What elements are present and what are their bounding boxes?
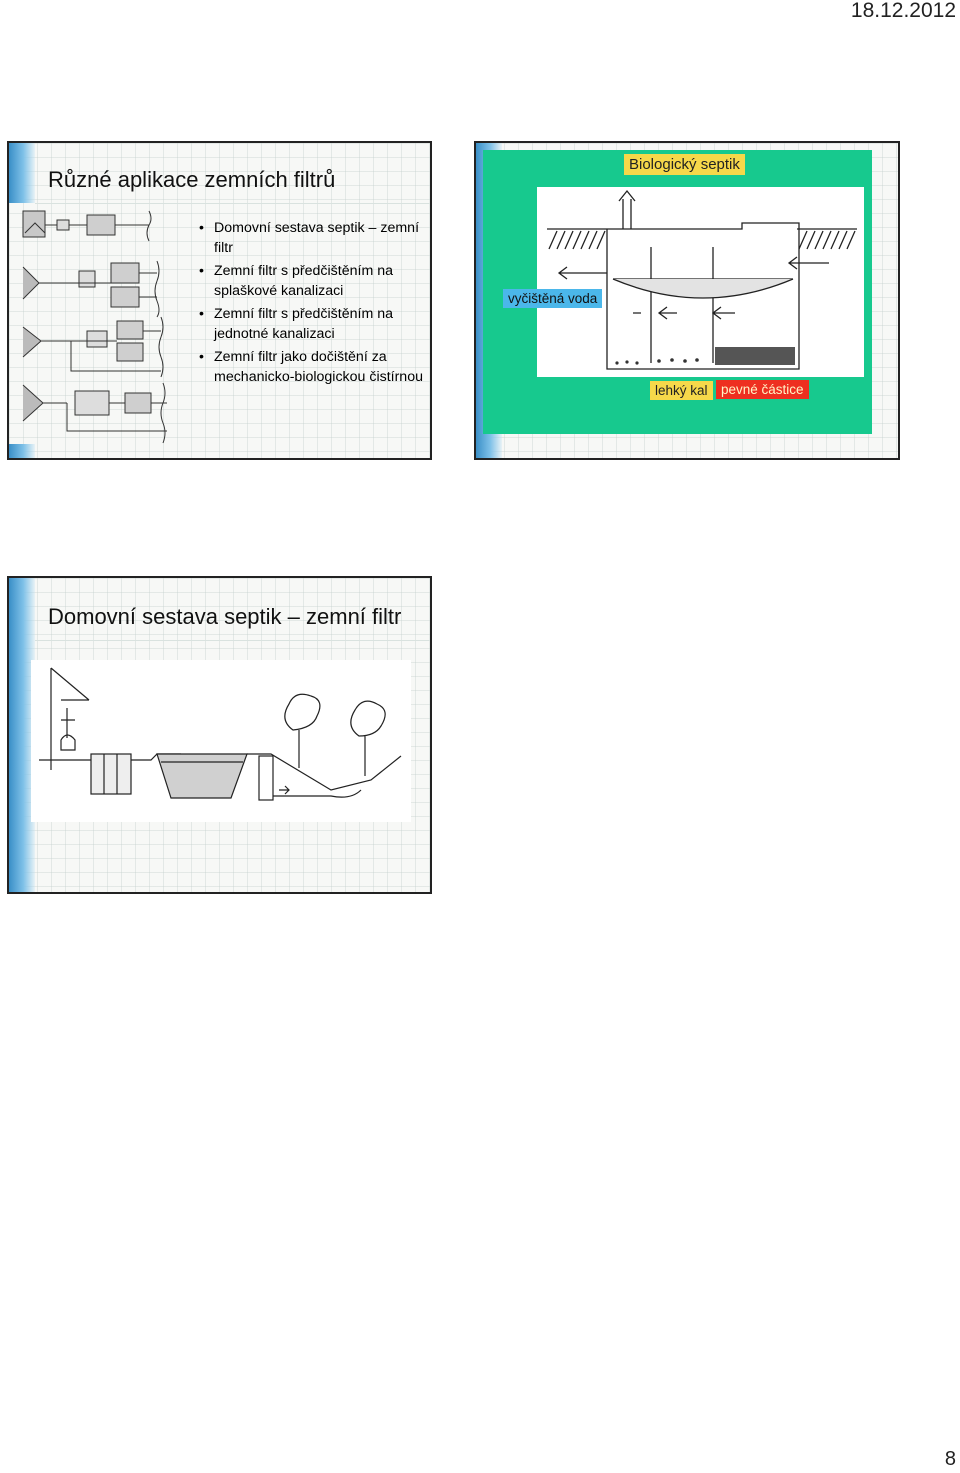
- outlet-water-label: vyčištěná voda: [503, 289, 602, 308]
- list-item: • Domovní sestava septik – zemní filtr: [199, 220, 420, 256]
- list-item-text: Domovní sestava septik – zemní filtr: [214, 220, 420, 256]
- list-item: • Zemní filtr jako dočištění za mechanicko-biologickou čistírnou: [199, 349, 423, 385]
- solids-label: pevné částice: [716, 380, 809, 399]
- filter-layout-schemes-illustration: [17, 207, 167, 447]
- septic-tank-illustration: [537, 187, 864, 377]
- septic-tank-drawing-area: [537, 187, 864, 377]
- list-item: • Zemní filtr s předčištěním na splaškové kanalizaci: [199, 263, 393, 299]
- page-number: 8: [944, 1448, 956, 1470]
- septic-filter-cross-section-illustration: [31, 660, 411, 822]
- slide-title: Různé aplikace zemních filtrů: [48, 167, 336, 192]
- list-item-text: Zemní filtr jako dočištění za mechanicko-biologickou čistírnou: [214, 349, 423, 385]
- sludge-label: lehký kal: [650, 381, 713, 400]
- list-item-text: Zemní filtr s předčištěním na jednotné kanalizaci: [214, 306, 393, 342]
- septic-diagram-panel: [483, 150, 872, 434]
- title-divider: [35, 203, 430, 204]
- title-divider: [35, 640, 430, 641]
- slide-filter-applications: [7, 141, 432, 460]
- slide-accent-band: [9, 143, 35, 203]
- list-item: • Zemní filtr s předčištěním na jednotné kanalizaci: [199, 306, 393, 342]
- diagram-title-label: Biologický septik: [624, 154, 745, 175]
- slide-house-septic-filter: [7, 576, 432, 894]
- list-item-text: Zemní filtr s předčištěním na splaškové kanalizaci: [214, 263, 393, 299]
- slide-title: Domovní sestava septik – zemní filtr: [48, 604, 402, 629]
- slide-biological-septic: [474, 141, 900, 460]
- page-date: 18.12.2012: [850, 0, 956, 22]
- bullet-list: [197, 219, 427, 391]
